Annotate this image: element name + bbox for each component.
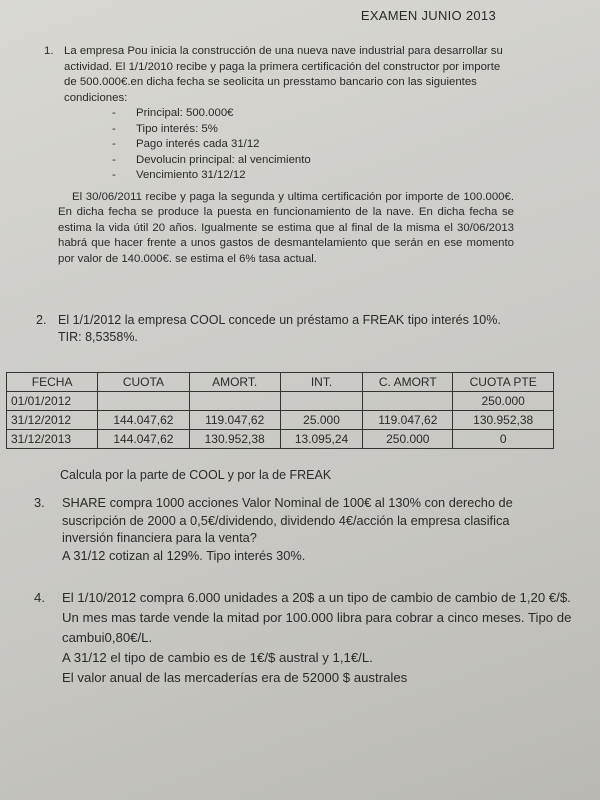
table-cell: 250.000 bbox=[453, 392, 554, 411]
list-item: - Pago interés cada 31/12 bbox=[136, 137, 514, 153]
question-1-intro: La empresa Pou inicia la construcción de una nueva nave industrial para desarrollar su actividad. El 1/1/2010 recibe y paga la primera certificación del constructor por importe de 500.000€.en dicha fecha se seolicita un presstamo bancario con las siguientes condiciones: bbox=[64, 45, 503, 104]
calculation-instruction: Calcula por la parte de COOL y por la de FREAK bbox=[60, 468, 332, 482]
table-cell: 119.047,62 bbox=[363, 411, 453, 430]
table-row bbox=[7, 392, 554, 411]
amortization-table bbox=[6, 372, 554, 449]
table-row bbox=[7, 411, 554, 430]
table-cell bbox=[189, 392, 280, 411]
question-4-text: El 1/10/2012 compra 6.000 unidades a 20$ a un tipo de cambio de cambio de 1,20 €/$. Un mes mas tarde vende la mitad por 100.000 libra para cobrar a cinco meses. Tipo de cambui0,80€/L. bbox=[62, 590, 572, 645]
table-cell: 25.000 bbox=[280, 411, 362, 430]
question-3-text: SHARE compra 1000 acciones Valor Nominal de 100€ al 130% con derecho de suscripción de 2000 a 0,5€/dividendo, dividendo 4€/acción la empresa clasifica inversión financiera para la venta? bbox=[62, 495, 513, 545]
question-4 bbox=[34, 588, 574, 688]
table-cell: 13.095,24 bbox=[280, 430, 362, 449]
column-header: CUOTA PTE bbox=[453, 373, 554, 392]
column-header: CUOTA bbox=[98, 373, 189, 392]
table-cell: 31/12/2013 bbox=[7, 430, 98, 449]
list-item: - Principal: 500.000€ bbox=[136, 106, 514, 122]
question-1 bbox=[44, 44, 514, 267]
table-cell: 119.047,62 bbox=[189, 411, 280, 430]
table-header-row bbox=[7, 373, 554, 392]
table-cell: 144.047,62 bbox=[98, 430, 189, 449]
question-1-paragraph: El 30/06/2011 recibe y paga la segunda y ultima certificación por importe de 100.000€. En dicha fecha se produce la puesta en funcionamiento de la nave. En dicha fecha se estima la vida útil 20 años. Igualmente se estima que al final de la misma el 30/06/2013 habrá que hacer frente a unos gastos de desmantelamiento que serán en ese momento por valor de 140.000€. se estima el 6% tasa actual. bbox=[58, 190, 514, 265]
table-cell: 130.952,38 bbox=[453, 411, 554, 430]
table-row bbox=[7, 430, 554, 449]
table-cell: 130.952,38 bbox=[189, 430, 280, 449]
table-cell bbox=[280, 392, 362, 411]
table-cell: 144.047,62 bbox=[98, 411, 189, 430]
table-cell: 31/12/2012 bbox=[7, 411, 98, 430]
list-item: - Vencimiento 31/12/12 bbox=[136, 168, 514, 184]
question-4-text-2: A 31/12 el tipo de cambio es de 1€/$ austral y 1,1€/L. bbox=[62, 650, 373, 665]
question-number: 3. bbox=[34, 495, 45, 510]
exam-title: EXAMEN JUNIO 2013 bbox=[360, 8, 496, 23]
column-header: C. AMORT bbox=[363, 373, 453, 392]
table-cell bbox=[363, 392, 453, 411]
column-header: FECHA bbox=[7, 373, 98, 392]
list-item: - Devolucin principal: al vencimiento bbox=[136, 153, 514, 169]
loan-conditions-list bbox=[136, 106, 514, 184]
question-2-text: El 1/1/2012 la empresa COOL concede un préstamo a FREAK tipo interés 10%. bbox=[58, 313, 501, 327]
question-number: 4. bbox=[34, 590, 45, 605]
table-cell bbox=[98, 392, 189, 411]
question-number: 1. bbox=[44, 45, 54, 57]
list-item: - Tipo interés: 5% bbox=[136, 122, 514, 138]
question-3 bbox=[34, 494, 564, 564]
column-header: AMORT. bbox=[189, 373, 280, 392]
question-3-text-2: A 31/12 cotizan al 129%. Tipo interés 30%. bbox=[62, 547, 306, 563]
column-header: INT. bbox=[280, 373, 362, 392]
table-cell: 250.000 bbox=[363, 430, 453, 449]
question-2 bbox=[36, 312, 556, 346]
question-2-tir: TIR: 8,5358%. bbox=[58, 330, 138, 344]
question-number: 2. bbox=[36, 313, 47, 327]
question-4-text-3: El valor anual de las mercaderías era de 52000 $ australes bbox=[62, 670, 408, 685]
table-cell: 01/01/2012 bbox=[7, 392, 98, 411]
table-cell: 0 bbox=[453, 430, 554, 449]
